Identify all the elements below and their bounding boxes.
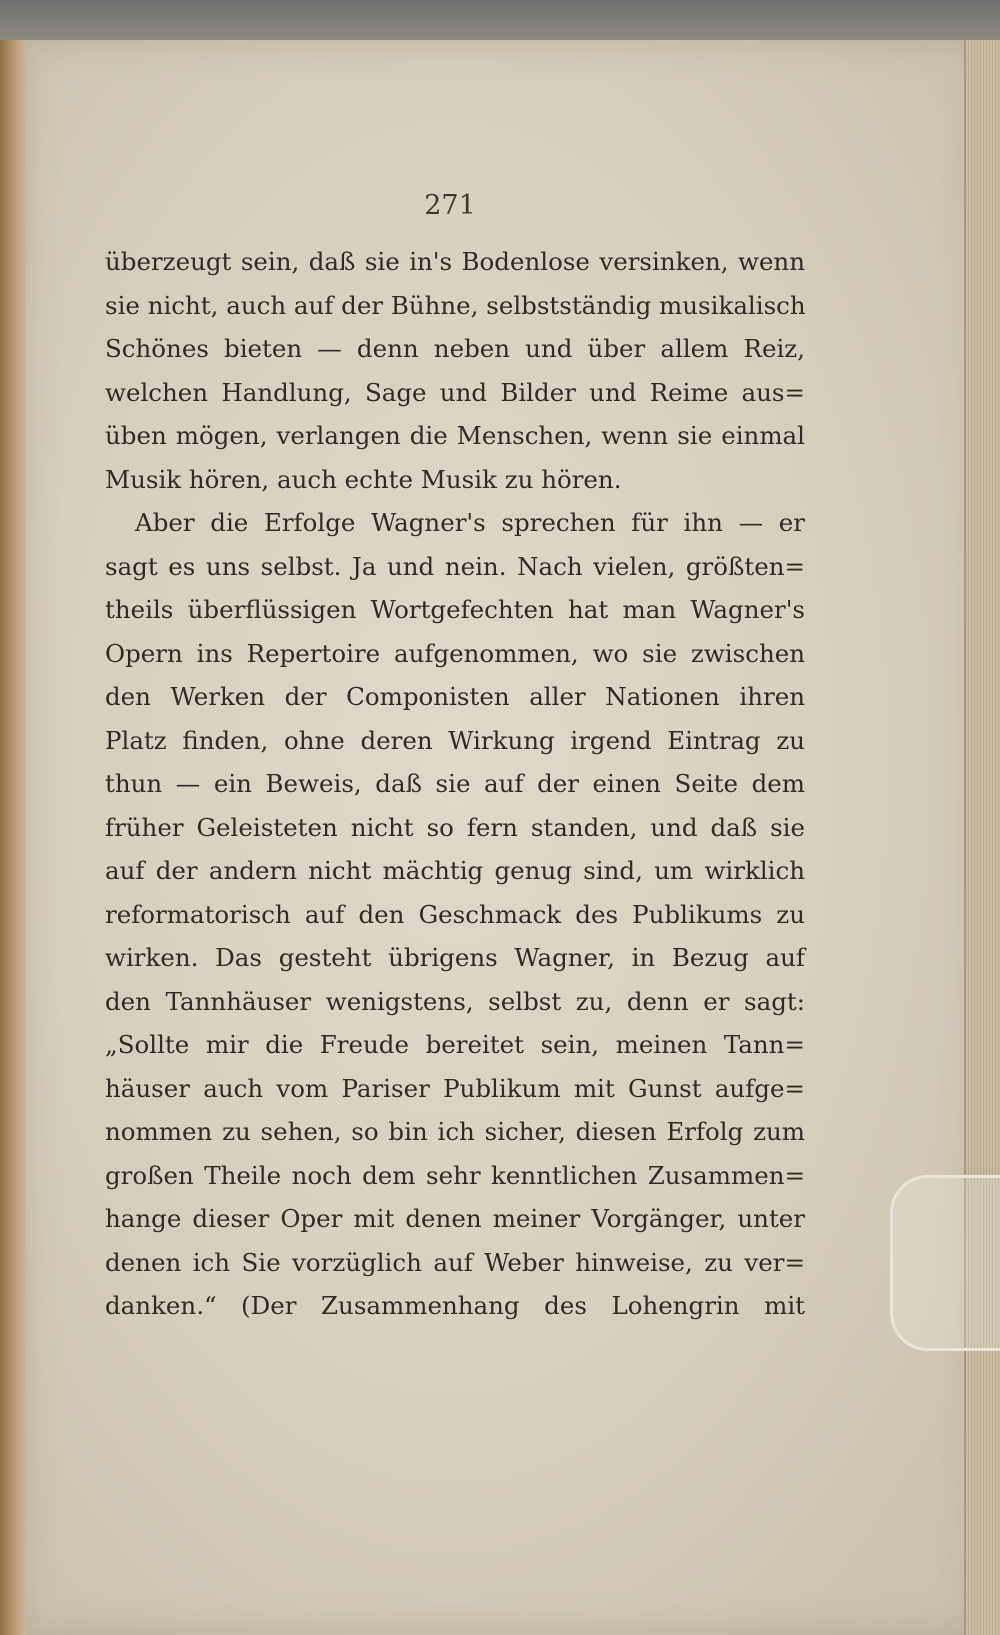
text-line: Platz finden, ohne deren Wirkung irgend Eintrag zu — [105, 725, 805, 755]
text-line: theils überflüssigen Wortgefechten hat man Wagner's — [105, 595, 805, 624]
text-line: hange dieser Oper mit denen meiner Vorgänger, unter — [105, 1204, 805, 1233]
text-line: denen ich Sie vorzüglich auf Weber hinweise, zu ver= — [105, 1247, 805, 1277]
text-line: Musik hören, auch echte Musik zu hören. — [105, 464, 622, 494]
text-line: auf der andern nicht mächtig genug sind, um wirklich — [105, 856, 805, 885]
text-line: danken.“ (Der Zusammenhang des Lohengrin mit — [105, 1291, 805, 1320]
text-line: den Werken der Componisten aller Nationen ihren — [105, 682, 805, 711]
text-line: Aber die Erfolge Wagner's sprechen für ihn — er — [135, 508, 805, 537]
text-line: den Tannhäuser wenigstens, selbst zu, denn er sagt: — [105, 986, 805, 1016]
text-line: häuser auch vom Pariser Publikum mit Gunst aufge= — [105, 1073, 805, 1103]
text-line: großen Theile noch dem sehr kenntlichen Zusammen= — [105, 1160, 805, 1190]
text-line: Opern ins Repertoire aufgenommen, wo sie zwischen — [105, 638, 805, 668]
text-line: welchen Handlung, Sage und Bilder und Reime aus= — [105, 377, 805, 407]
text-line: wirken. Das gesteht übrigens Wagner, in Bezug auf — [105, 943, 805, 972]
text-line: früher Geleisteten nicht so fern standen, und daß sie — [105, 812, 805, 842]
page-gutter — [0, 40, 26, 1635]
text-line: sagt es uns selbst. Ja und nein. Nach vielen, größten= — [105, 551, 805, 581]
text-line: reformatorisch auf den Geschmack des Publikums zu — [105, 899, 805, 929]
text-line: sie nicht, auch auf der Bühne, selbstständig musikalisch — [105, 290, 806, 320]
page-clip — [890, 1175, 1000, 1351]
text-line: nommen zu sehen, so bin ich sicher, diesen Erfolg zum — [105, 1117, 805, 1146]
body-text — [105, 240, 805, 1328]
page-stack-edge — [964, 40, 1000, 1635]
text-line: thun — ein Beweis, daß sie auf der einen Seite dem — [105, 769, 805, 798]
page-number: 271 — [424, 190, 476, 221]
text-line: üben mögen, verlangen die Menschen, wenn sie einmal — [105, 421, 805, 450]
text-line: überzeugt sein, daß sie in's Bodenlose versinken, wenn — [105, 247, 805, 276]
text-line: Schönes bieten — denn neben und über allem Reiz, — [105, 334, 805, 363]
text-line: „Sollte mir die Freude bereitet sein, meinen Tann= — [105, 1030, 805, 1059]
